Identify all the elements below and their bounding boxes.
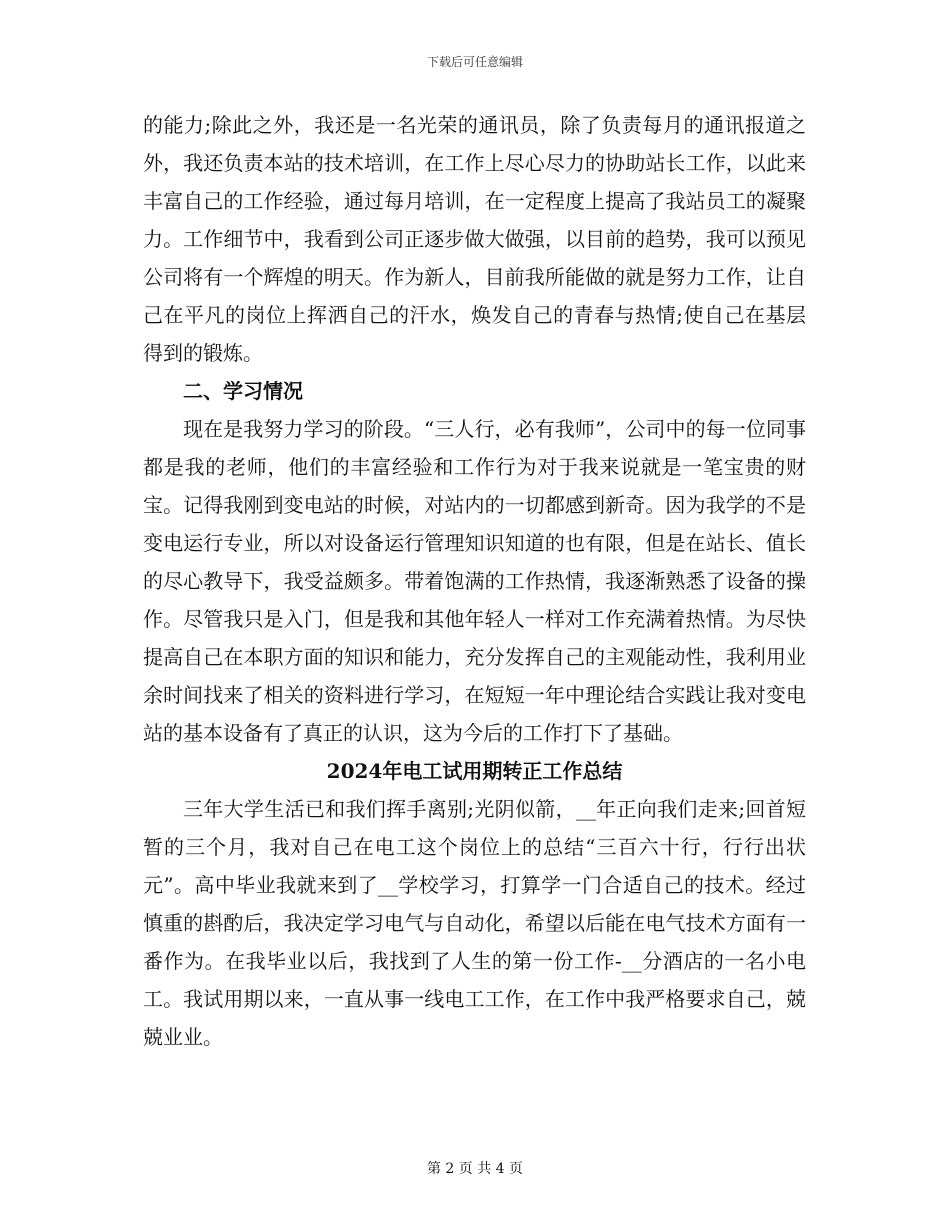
section-heading-study: 二、学习情况 — [183, 379, 303, 403]
page-header-note: 下载后可任意编辑 — [426, 55, 523, 69]
paragraph-summary: 三年大学生活已和我们挥手离别;光阴似箭，__年正向我们走来;回首短暂的三个月，我对自己在电工这个岗位上的总结“三百六十行，行行出状元”。高中毕业我就来到了__学校学习，打算学一门合适自己的技术。经过慎重的斟酌后，我决定学习电气与自动化，希望以后能在电气技术方面有一番作为。在我毕业以后，我找到了人生的第一份工作-__分酒店的一名小电工。我试用期以来，一直从事一线电工工作，在工作中我严格要求自己，兢兢业业。 — [143, 797, 806, 1049]
page-number: 第 2 页 共 4 页 — [426, 1161, 524, 1177]
paragraph-abilities: 的能力;除此之外，我还是一名光荣的通讯员，除了负责每月的通讯报道之外，我还负责本站的技术培训，在工作上尽心尽力的协助站长工作，以此来丰富自己的工作经验，通过每月培训，在一定程度上提高了我站员工的凝聚力。工作细节中，我看到公司正逐步做大做强，以目前的趋势，我可以预见公司将有一个辉煌的明天。作为新人，目前我所能做的就是努力工作，让自己在平凡的岗位上挥洒自己的汗水，焕发自己的青春与热情;使自己在基层得到的锻炼。 — [143, 113, 806, 365]
document-title: 2024年电工试用期转正工作总结 — [326, 759, 623, 783]
paragraph-study: 现在是我努力学习的阶段。“三人行，必有我师”，公司中的每一位同事都是我的老师，他们的丰富经验和工作行为对于我来说就是一笔宝贵的财宝。记得我刚到变电站的时候，对站内的一切都感到新奇。因为我学的不是变电运行专业，所以对设备运行管理知识知道的也有限，但是在站长、值长的尽心教导下，我受益颇多。带着饱满的工作热情，我逐渐熟悉了设备的操作。尽管我只是入门，但是我和其他年轻人一样对工作充满着热情。为尽快提高自己在本职方面的知识和能力，充分发挥自己的主观能动性，我利用业余时间找来了相关的资料进行学习，在短短一年中理论结合实践让我对变电站的基本设备有了真正的认识，这为今后的工作打下了基础。 — [143, 417, 806, 745]
document-body — [143, 106, 806, 1056]
